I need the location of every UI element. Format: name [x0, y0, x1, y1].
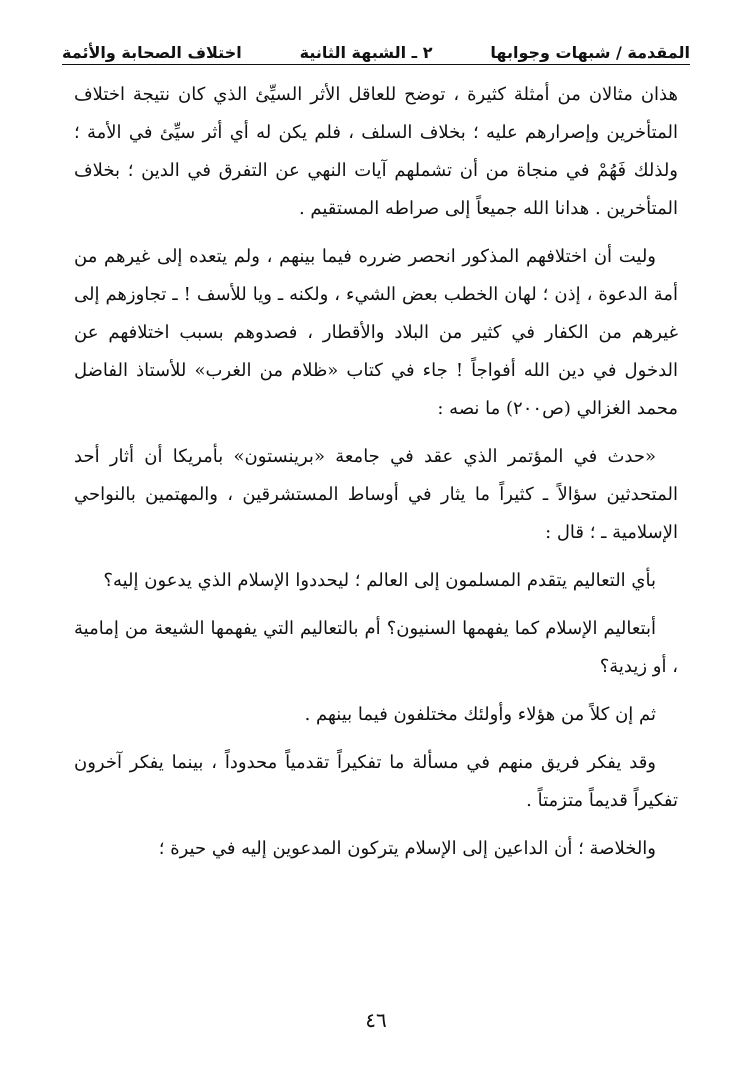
page-number: ٤٦ — [365, 1008, 387, 1032]
running-header — [62, 32, 690, 62]
paragraph-8-conclusion: والخلاصة ؛ أن الداعين إلى الإسلام يتركون المدعوين إليه في حيرة ؛ — [158, 838, 656, 859]
paragraph-4-question: بأي التعاليم يتقدم المسلمون إلى العالم ؛ ليحددوا الإسلام الذي يدعون إليه؟ — [103, 570, 656, 591]
header-chapter-title: المقدمة / شبهات وجوابها — [490, 43, 690, 62]
paragraph-1: هذان مثالان من أمثلة كثيرة ، توضح للعاقل الأثر السيِّئ الذي كان نتيجة اختلاف المتأخرين وإصرارهم عليه ؛ بخلاف السلف ، فلم يكن له أي أثر سيِّئ في الأمة ؛ ولذلك فَهُمْ في منجاة من أن تشملهم آيات النهي عن التفرق في الدين ؛ بخلاف المتأخرين . هدانا الله جميعاً إلى صراطه المستقيم . — [74, 84, 678, 219]
paragraph-3-quote: «حدث في المؤتمر الذي عقد في جامعة «برينستون» بأمريكا أن أثار أحد المتحدثين سؤالاً ـ كثيراً ما يثار في أوساط المستشرقين ، والمهتمين بالنواحي الإسلامية ـ ؛ قال : — [74, 446, 678, 543]
paragraph-2: وليت أن اختلافهم المذكور انحصر ضرره فيما بينهم ، ولم يتعده إلى غيرهم من أمة الدعوة ، إذن ؛ لهان الخطب بعض الشيء ، ولكنه ـ ويا للأسف ! ـ تجاوزهم إلى غيرهم من الكفار في كثير من البلاد والأقطار ، فصدوهم بسبب اختلافهم عن الدخول في دين الله أفواجاً ! جاء في كتاب «ظلام من الغرب» للأستاذ الفاضل محمد الغزالي (ص٢٠٠) ما نصه : — [74, 246, 678, 419]
paragraph-7: وقد يفكر فريق منهم في مسألة ما تفكيراً تقدمياً محدوداً ، بينما يفكر آخرون تفكيراً قديماً متزمتاً . — [74, 752, 678, 811]
body-text — [74, 76, 678, 878]
header-divider — [62, 64, 690, 65]
paragraph-6: ثم إن كلاً من هؤلاء وأولئك مختلفون فيما بينهم . — [304, 704, 656, 725]
paragraph-5-question: أبتعاليم الإسلام كما يفهمها السنيون؟ أم بالتعاليم التي يفهمها الشيعة من إمامية ، أو زيدية؟ — [74, 618, 678, 677]
header-topic-title: اختلاف الصحابة والأئمة — [62, 43, 242, 62]
header-section-title: ٢ ـ الشبهة الثانية — [299, 43, 433, 62]
